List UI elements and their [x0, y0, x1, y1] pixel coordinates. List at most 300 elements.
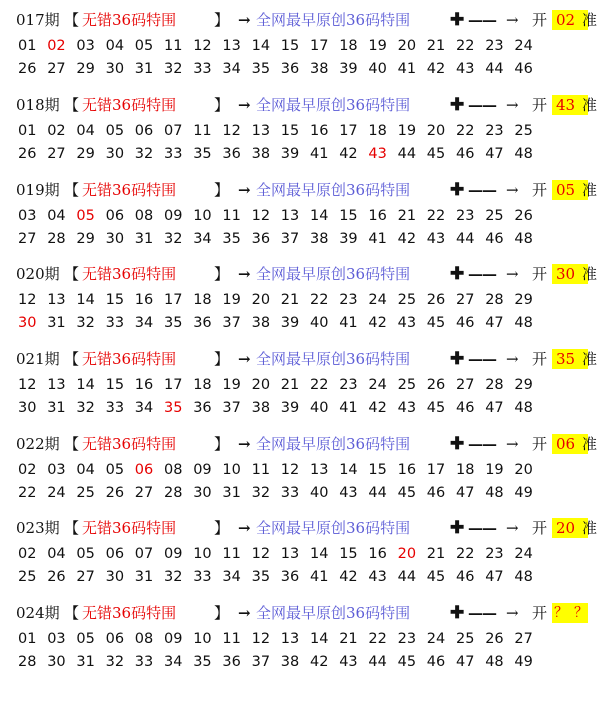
number-cell: 43 — [339, 654, 358, 670]
number-cell: 26 — [426, 377, 446, 393]
title-text: 无错36码特围 — [82, 604, 177, 622]
number-cell: 14 — [76, 377, 95, 393]
number-cell: 01 — [18, 631, 37, 647]
number-cell: 26 — [47, 569, 66, 585]
number-cell: 43 — [368, 569, 387, 585]
right-bracket: 】 — [214, 604, 230, 622]
period-label: 020期 — [16, 265, 60, 283]
number-cell: 25 — [514, 123, 533, 139]
title-text: 无错36码特围 — [82, 350, 177, 368]
number-cell: 18 — [368, 123, 387, 139]
number-cell: 32 — [134, 146, 154, 162]
number-cell: 33 — [105, 315, 125, 331]
number-row — [18, 459, 578, 481]
number-cell: 36 — [280, 569, 300, 585]
number-cell: 35 — [193, 654, 212, 670]
number-cell: 29 — [76, 146, 95, 162]
number-cell: 42 — [368, 315, 387, 331]
number-cell: 05 — [134, 38, 154, 54]
number-cell: 28 — [485, 292, 504, 308]
number-cell: 30 — [47, 654, 66, 670]
number-cell: 26 — [426, 292, 446, 308]
slogan-text: 全网最早原创36码特围 — [256, 265, 411, 283]
period-block — [0, 93, 595, 173]
number-cell: 14 — [310, 208, 329, 224]
number-cell: 42 — [397, 231, 417, 247]
number-cell: 17 — [426, 462, 446, 478]
number-cell: 37 — [222, 315, 241, 331]
number-cell: 22 — [18, 485, 37, 501]
number-cell: 21 — [339, 631, 358, 647]
left-bracket: 【 — [64, 265, 80, 283]
open-label: 开 — [532, 181, 548, 199]
number-cell: 17 — [164, 377, 183, 393]
slogan-text: 全网最早原创36码特围 — [256, 11, 411, 29]
number-cell: 34 — [222, 61, 241, 77]
number-cell: 06 — [134, 462, 154, 478]
number-cell: 47 — [456, 485, 475, 501]
period-header — [16, 262, 597, 286]
number-cell: 15 — [339, 546, 358, 562]
arrow-right-icon: → — [238, 181, 251, 199]
number-cell: 48 — [514, 400, 533, 416]
number-cell: 20 — [251, 377, 271, 393]
arrow-right-icon: → — [238, 435, 251, 453]
number-cell: 40 — [310, 315, 329, 331]
number-row — [18, 397, 578, 419]
number-cell: 27 — [47, 61, 66, 77]
cross-icon: ✚ — [450, 349, 465, 369]
number-cell: 30 — [105, 569, 125, 585]
open-label: 开 — [532, 11, 548, 29]
number-cell: 19 — [368, 38, 387, 54]
dash-line: —— — [468, 350, 496, 368]
number-cell: 35 — [251, 61, 271, 77]
number-cell: 13 — [47, 377, 66, 393]
number-cell: 34 — [134, 315, 154, 331]
number-cell: 36 — [251, 231, 271, 247]
number-cell: 13 — [280, 546, 300, 562]
number-cell: 12 — [193, 38, 212, 54]
arrow-right-icon: → — [506, 519, 519, 537]
number-cell: 34 — [222, 569, 241, 585]
number-cell: 02 — [47, 38, 66, 54]
number-cell: 14 — [251, 38, 271, 54]
number-cell: 39 — [280, 146, 300, 162]
number-cell: 30 — [18, 400, 37, 416]
number-cell: 38 — [280, 654, 300, 670]
number-cell: 08 — [164, 462, 183, 478]
number-cell: 22 — [310, 377, 329, 393]
number-cell: 17 — [310, 38, 329, 54]
cross-icon: ✚ — [450, 518, 465, 538]
number-cell: 44 — [397, 569, 417, 585]
number-cell: 24 — [368, 292, 387, 308]
period-header — [16, 432, 597, 456]
title-text: 无错36码特围 — [82, 435, 177, 453]
number-cell: 35 — [251, 569, 271, 585]
number-cell: 16 — [368, 208, 387, 224]
number-cell: 47 — [485, 146, 504, 162]
number-cell: 40 — [368, 61, 387, 77]
number-cell: 15 — [280, 38, 300, 54]
number-cell: 30 — [105, 61, 125, 77]
number-cell: 08 — [134, 631, 154, 647]
number-cell: 16 — [134, 377, 154, 393]
arrow-right-icon: → — [238, 265, 251, 283]
result-number: 43 — [556, 96, 576, 114]
number-row — [18, 543, 578, 565]
number-cell: 41 — [339, 315, 358, 331]
right-bracket: 】 — [214, 181, 230, 199]
dash-line: —— — [468, 265, 496, 283]
number-cell: 04 — [76, 123, 95, 139]
number-cell: 39 — [280, 400, 300, 416]
period-header — [16, 347, 597, 371]
result-number: 20 — [556, 519, 576, 537]
number-cell: 23 — [485, 123, 504, 139]
number-cell: 46 — [456, 315, 475, 331]
cross-icon: ✚ — [450, 603, 465, 623]
number-cell: 14 — [339, 462, 358, 478]
number-cell: 40 — [310, 400, 329, 416]
number-cell: 28 — [18, 654, 37, 670]
number-cell: 31 — [134, 61, 154, 77]
number-cell: 33 — [134, 654, 154, 670]
number-cell: 44 — [456, 231, 475, 247]
title-text: 无错36码特围 — [82, 96, 177, 114]
number-cell: 23 — [485, 546, 504, 562]
number-cell: 13 — [222, 38, 241, 54]
number-cell: 40 — [310, 485, 329, 501]
period-block — [0, 516, 595, 596]
number-cell: 42 — [339, 146, 358, 162]
number-cell: 32 — [164, 61, 183, 77]
number-cell: 18 — [456, 462, 475, 478]
number-cell: 24 — [47, 485, 66, 501]
number-cell: 36 — [222, 146, 241, 162]
number-cell: 27 — [76, 569, 95, 585]
number-cell: 12 — [251, 208, 271, 224]
number-cell: 09 — [164, 631, 183, 647]
number-row — [18, 651, 578, 673]
number-cell: 35 — [164, 400, 183, 416]
cross-icon: ✚ — [450, 264, 465, 284]
number-cell: 17 — [164, 292, 183, 308]
number-cell: 19 — [485, 462, 504, 478]
number-cell: 18 — [193, 377, 212, 393]
number-cell: 21 — [397, 208, 417, 224]
arrow-right-icon: → — [506, 11, 519, 29]
number-cell: 26 — [485, 631, 504, 647]
left-bracket: 【 — [64, 11, 80, 29]
slogan-text: 全网最早原创36码特围 — [256, 435, 411, 453]
number-cell: 12 — [18, 292, 37, 308]
number-cell: 23 — [339, 292, 358, 308]
number-cell: 01 — [18, 123, 37, 139]
number-cell: 47 — [456, 654, 475, 670]
title-text: 无错36码特围 — [82, 265, 177, 283]
accurate-label: 准 — [582, 181, 597, 199]
period-label: 023期 — [16, 519, 60, 537]
right-bracket: 】 — [214, 96, 230, 114]
number-cell: 21 — [426, 546, 446, 562]
number-cell: 10 — [193, 208, 212, 224]
number-cell: 21 — [426, 38, 446, 54]
open-label: 开 — [532, 265, 548, 283]
number-cell: 10 — [222, 462, 241, 478]
number-cell: 02 — [18, 546, 37, 562]
number-cell: 33 — [105, 400, 125, 416]
number-cell: 09 — [164, 208, 183, 224]
number-cell: 06 — [105, 631, 125, 647]
number-cell: 28 — [164, 485, 183, 501]
arrow-right-icon: → — [506, 435, 519, 453]
number-cell: 48 — [514, 146, 533, 162]
number-cell: 09 — [164, 546, 183, 562]
number-cell: 33 — [193, 569, 212, 585]
arrow-right-icon: → — [506, 96, 519, 114]
number-cell: 32 — [164, 569, 183, 585]
number-cell: 45 — [397, 654, 417, 670]
number-cell: 05 — [76, 208, 95, 224]
number-cell: 20 — [514, 462, 533, 478]
left-bracket: 【 — [64, 350, 80, 368]
number-cell: 38 — [310, 231, 329, 247]
number-cell: 19 — [222, 377, 241, 393]
number-cell: 37 — [280, 231, 300, 247]
number-cell: 12 — [251, 546, 271, 562]
number-cell: 27 — [456, 377, 475, 393]
number-cell: 26 — [514, 208, 533, 224]
number-row — [18, 374, 578, 396]
number-cell: 46 — [456, 146, 475, 162]
number-cell: 29 — [514, 292, 533, 308]
number-cell: 11 — [222, 631, 241, 647]
number-cell: 20 — [397, 38, 417, 54]
number-cell: 31 — [222, 485, 241, 501]
number-cell: 04 — [105, 38, 125, 54]
arrow-right-icon: → — [238, 519, 251, 537]
number-cell: 32 — [76, 400, 95, 416]
number-cell: 29 — [514, 377, 533, 393]
number-cell: 07 — [164, 123, 183, 139]
number-cell: 10 — [193, 631, 212, 647]
open-label: 开 — [532, 350, 548, 368]
number-cell: 22 — [368, 631, 387, 647]
number-cell: 21 — [280, 292, 300, 308]
period-label: 017期 — [16, 11, 60, 29]
number-cell: 41 — [339, 400, 358, 416]
result-number: 35 — [556, 350, 576, 368]
number-row — [18, 312, 578, 334]
number-cell: 27 — [134, 485, 154, 501]
number-cell: 35 — [164, 315, 183, 331]
right-bracket: 】 — [214, 435, 230, 453]
right-bracket: 】 — [214, 265, 230, 283]
period-header — [16, 516, 597, 540]
number-cell: 38 — [251, 146, 271, 162]
number-row — [18, 205, 578, 227]
arrow-right-icon: → — [506, 181, 519, 199]
slogan-text: 全网最早原创36码特围 — [256, 96, 411, 114]
period-label: 024期 — [16, 604, 60, 622]
number-cell: 15 — [339, 208, 358, 224]
number-cell: 46 — [456, 569, 475, 585]
number-cell: 33 — [193, 61, 212, 77]
number-cell: 20 — [426, 123, 446, 139]
number-cell: 05 — [76, 631, 95, 647]
number-cell: 28 — [47, 231, 66, 247]
number-cell: 14 — [310, 546, 329, 562]
number-cell: 47 — [485, 400, 504, 416]
period-label: 021期 — [16, 350, 60, 368]
number-cell: 44 — [397, 146, 417, 162]
number-cell: 39 — [339, 61, 358, 77]
number-cell: 49 — [514, 654, 533, 670]
number-cell: 44 — [485, 61, 504, 77]
number-cell: 12 — [280, 462, 300, 478]
slogan-text: 全网最早原创36码特围 — [256, 519, 411, 537]
period-label: 018期 — [16, 96, 60, 114]
number-cell: 47 — [485, 315, 504, 331]
result-unknown: ？？ — [554, 605, 594, 621]
arrow-right-icon: → — [238, 604, 251, 622]
number-cell: 41 — [397, 61, 417, 77]
number-cell: 26 — [18, 146, 37, 162]
number-cell: 12 — [251, 631, 271, 647]
result-number: 05 — [556, 181, 576, 199]
number-cell: 27 — [514, 631, 533, 647]
accurate-label: 准 — [582, 96, 597, 114]
number-cell: 31 — [76, 654, 95, 670]
number-cell: 13 — [280, 631, 300, 647]
number-cell: 36 — [222, 654, 241, 670]
number-cell: 44 — [368, 654, 387, 670]
number-cell: 48 — [514, 231, 533, 247]
number-row — [18, 35, 578, 57]
number-cell: 47 — [485, 569, 504, 585]
number-cell: 37 — [222, 400, 241, 416]
number-cell: 22 — [456, 546, 475, 562]
number-cell: 25 — [485, 208, 504, 224]
number-cell: 42 — [310, 654, 329, 670]
number-cell: 04 — [47, 546, 66, 562]
number-cell: 43 — [368, 146, 387, 162]
number-cell: 42 — [426, 61, 446, 77]
number-cell: 46 — [456, 400, 475, 416]
number-cell: 18 — [339, 38, 358, 54]
number-cell: 01 — [18, 38, 37, 54]
number-cell: 15 — [368, 462, 387, 478]
number-cell: 31 — [134, 569, 154, 585]
number-cell: 36 — [280, 61, 300, 77]
number-cell: 41 — [310, 569, 329, 585]
number-cell: 48 — [485, 485, 504, 501]
period-header — [16, 93, 597, 117]
number-cell: 46 — [514, 61, 533, 77]
number-cell: 43 — [339, 485, 358, 501]
result-number: 06 — [556, 435, 576, 453]
number-cell: 30 — [105, 146, 125, 162]
number-cell: 45 — [426, 400, 446, 416]
number-cell: 10 — [193, 546, 212, 562]
title-text: 无错36码特围 — [82, 11, 177, 29]
period-block — [0, 347, 595, 427]
number-cell: 48 — [514, 569, 533, 585]
number-cell: 36 — [193, 315, 212, 331]
number-cell: 16 — [310, 123, 329, 139]
number-cell: 35 — [222, 231, 241, 247]
period-block — [0, 601, 595, 681]
period-block — [0, 178, 595, 258]
dash-line: —— — [468, 11, 496, 29]
number-cell: 05 — [76, 546, 95, 562]
number-cell: 03 — [47, 631, 66, 647]
number-cell: 25 — [397, 377, 417, 393]
right-bracket: 】 — [214, 350, 230, 368]
number-cell: 29 — [76, 61, 95, 77]
number-row — [18, 566, 578, 588]
slogan-text: 全网最早原创36码特围 — [256, 604, 411, 622]
number-cell: 18 — [193, 292, 212, 308]
number-cell: 22 — [456, 38, 475, 54]
number-cell: 12 — [18, 377, 37, 393]
number-cell: 43 — [397, 315, 417, 331]
number-cell: 25 — [76, 485, 95, 501]
number-cell: 16 — [397, 462, 417, 478]
number-cell: 41 — [310, 146, 329, 162]
dash-line: —— — [468, 435, 496, 453]
number-cell: 17 — [339, 123, 358, 139]
number-cell: 38 — [251, 315, 271, 331]
period-block — [0, 432, 595, 512]
number-cell: 34 — [164, 654, 183, 670]
number-cell: 26 — [18, 61, 37, 77]
accurate-label: 准 — [582, 519, 597, 537]
number-cell: 45 — [426, 569, 446, 585]
right-bracket: 】 — [214, 519, 230, 537]
number-cell: 41 — [368, 231, 387, 247]
number-cell: 35 — [193, 146, 212, 162]
number-cell: 30 — [105, 231, 125, 247]
dash-line: —— — [468, 181, 496, 199]
number-cell: 45 — [426, 315, 446, 331]
number-cell: 39 — [339, 231, 358, 247]
number-cell: 23 — [339, 377, 358, 393]
number-cell: 13 — [251, 123, 271, 139]
result-number: 30 — [556, 265, 576, 283]
number-cell: 25 — [397, 292, 417, 308]
arrow-right-icon: → — [506, 350, 519, 368]
number-cell: 14 — [310, 631, 329, 647]
number-cell: 09 — [193, 462, 212, 478]
left-bracket: 【 — [64, 519, 80, 537]
number-cell: 08 — [134, 208, 154, 224]
number-cell: 24 — [368, 377, 387, 393]
number-row — [18, 628, 578, 650]
number-cell: 15 — [105, 292, 125, 308]
open-label: 开 — [532, 604, 548, 622]
number-row — [18, 289, 578, 311]
number-cell: 29 — [76, 231, 95, 247]
period-header — [16, 178, 597, 202]
number-cell: 37 — [251, 654, 271, 670]
number-cell: 48 — [514, 315, 533, 331]
number-cell: 31 — [47, 400, 66, 416]
number-cell: 38 — [310, 61, 329, 77]
number-cell: 06 — [134, 123, 154, 139]
